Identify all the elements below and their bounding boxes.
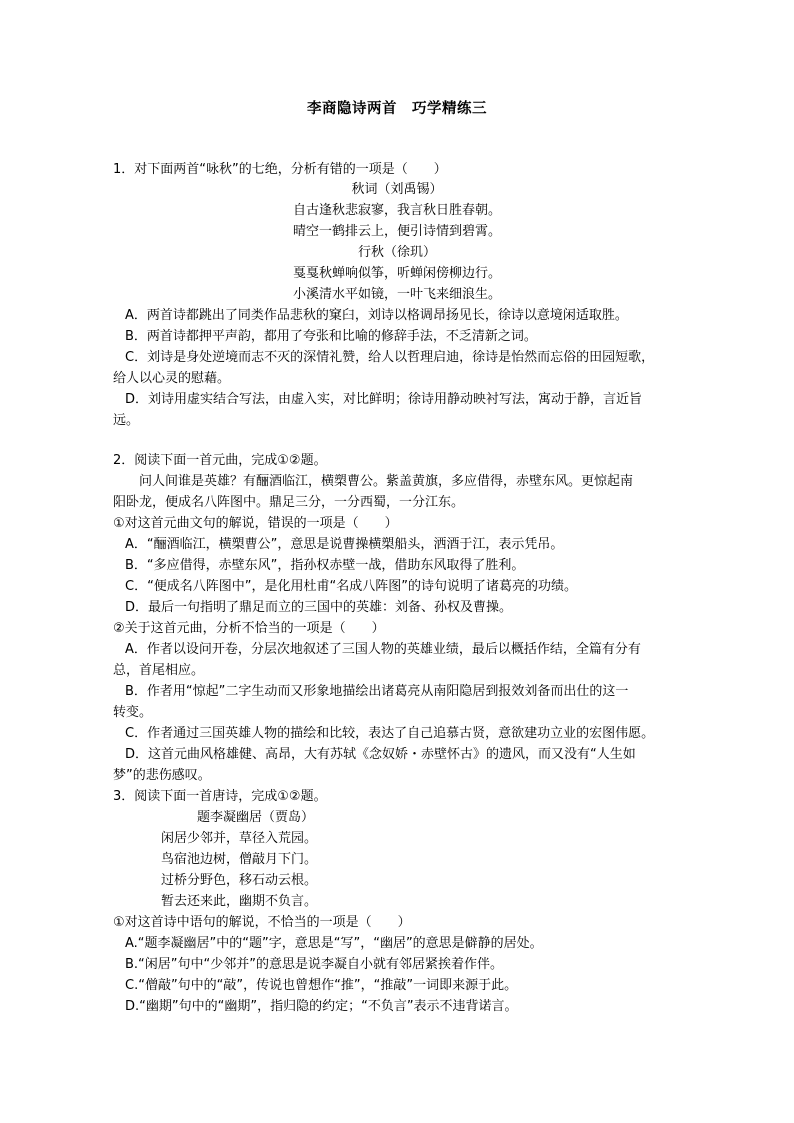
q3-stem: 3．阅读下面一首唐诗，完成①②题。 (113, 789, 327, 804)
q1-poem2-title: 行秋（徐玑） (357, 245, 436, 260)
q2-stem: 2．阅读下面一首元曲，完成①②题。 (113, 453, 327, 468)
q1-option-a: A．两首诗都跳出了同类作品悲秋的窠臼，刘诗以格调昂扬见长，徐诗以意境闲适取胜。 (125, 308, 628, 323)
q2-sub2-option-b-line1: B．作者用“惊起”二字生动而又形象地描绘出诸葛亮从南阳隐居到报效刘备而出仕的这一 (125, 684, 629, 699)
q1-option-c-line1: C．刘诗是身处逆境而志不灭的深情礼赞，给人以哲理启迪，徐诗是怡然而忘俗的田园短歌， (125, 350, 655, 365)
q2-sub2-option-a-line1: A．作者以设问开卷，分层次地叙述了三国人物的英雄业绩，最后以概括作结，全篇有分有 (125, 642, 641, 657)
q1-poem2-line1: 戛戛秋蝉响似筝，听蝉闲傍柳边行。 (292, 266, 501, 281)
q3-poem-title: 题李凝幽居（贾岛） (197, 810, 315, 825)
q3-sub1-option-c: C.“僧敲”句中的“敲”，传说也曾想作“推”，“推敲”一词即来源于此。 (125, 978, 518, 993)
q3-poem-line3: 过桥分野色，移石动云根。 (161, 873, 318, 888)
q2-sub1-option-a: A．“酾酒临江，横槊曹公”，意思是说曹操横槊船头，洒酒于江，表示凭吊。 (125, 537, 564, 552)
q2-sub2-option-d-line2: 梦”的悲伤感叹。 (113, 768, 211, 783)
q3-sub1-stem: ①对这首诗中语句的解说，不恰当的一项是（ ） (113, 915, 411, 930)
q2-text-line2: 阳卧龙，便成名八阵图中。鼎足三分，一分西蜀，一分江东。 (113, 495, 465, 510)
q2-sub2-option-d-line1: D．这首元曲风格雄健、高昂，大有苏轼《念奴娇・赤壁怀古》的遗风，而又没有“人生如 (125, 747, 636, 762)
q1-poem1-line1: 自古逢秋悲寂寥，我言秋日胜春朝。 (292, 203, 501, 218)
q2-sub1-option-c: C．“便成名八阵图中”，是化用杜甫“名成八阵图”的诗句说明了诸葛亮的功绩。 (125, 579, 578, 594)
q1-stem: 1．对下面两首“咏秋”的七绝，分析有错的一项是（ ） (113, 162, 447, 177)
q3-sub1-option-a: A.“题李凝幽居”中的“题”字，意思是“写”，“幽居”的意思是僻静的居处。 (125, 936, 543, 951)
q2-sub1-option-b: B．“多应借得，赤壁东风”，指孙权赤壁一战，借助东风取得了胜利。 (125, 558, 525, 573)
q1-poem1-title: 秋词（刘禹锡） (351, 182, 443, 197)
q1-option-c-line2: 给人以心灵的慰藉。 (113, 371, 231, 386)
q3-sub1-option-b: B.“闲居”句中“少邻并”的意思是说李凝自小就有邻居紧挨着作伴。 (125, 957, 503, 972)
q2-sub2-option-c: C．作者通过三国英雄人物的描绘和比较，表达了自己追慕古贤，意欲建功立业的宏图伟愿。 (125, 726, 655, 741)
page-title: 李商隐诗两首 巧学精练三 (307, 101, 487, 117)
q2-sub2-option-a-line2: 总，首尾相应。 (113, 663, 205, 678)
q2-sub2-stem: ②关于这首元曲，分析不恰当的一项是（ ） (113, 621, 385, 636)
q1-poem1-line2: 晴空一鹤排云上，便引诗情到碧霄。 (292, 224, 501, 239)
q1-poem2-line2: 小溪清水平如镜，一叶飞来细浪生。 (292, 287, 501, 302)
q2-sub2-option-b-line2: 转变。 (113, 705, 153, 720)
q3-poem-line1: 闲居少邻并，草径入荒园。 (161, 831, 318, 846)
q3-poem-line4: 暂去还来此，幽期不负言。 (161, 894, 318, 909)
q2-text-line1: 问人间谁是英雄？有酾酒临江，横槊曹公。紫盖黄旗，多应借得，赤壁东风。更惊起南 (113, 474, 634, 489)
q3-sub1-option-d: D.“幽期”句中的“幽期”，指归隐的约定；“不负言”表示不违背诺言。 (125, 999, 518, 1014)
q3-poem-line2: 鸟宿池边树，僧敲月下门。 (161, 852, 318, 867)
q1-option-d-line2: 远。 (113, 413, 140, 428)
q2-sub1-stem: ①对这首元曲文句的解说，错误的一项是（ ） (113, 516, 398, 531)
q1-option-b: B．两首诗都押平声韵，都用了夸张和比喻的修辞手法，不乏清新之词。 (125, 329, 537, 344)
q2-sub1-option-d: D．最后一句指明了鼎足而立的三国中的英雄：刘备、孙权及曹操。 (125, 600, 513, 615)
q1-option-d-line1: D．刘诗用虚实结合写法，由虚入实，对比鲜明；徐诗用静动映衬写法，寓动于静，言近旨 (125, 392, 643, 407)
